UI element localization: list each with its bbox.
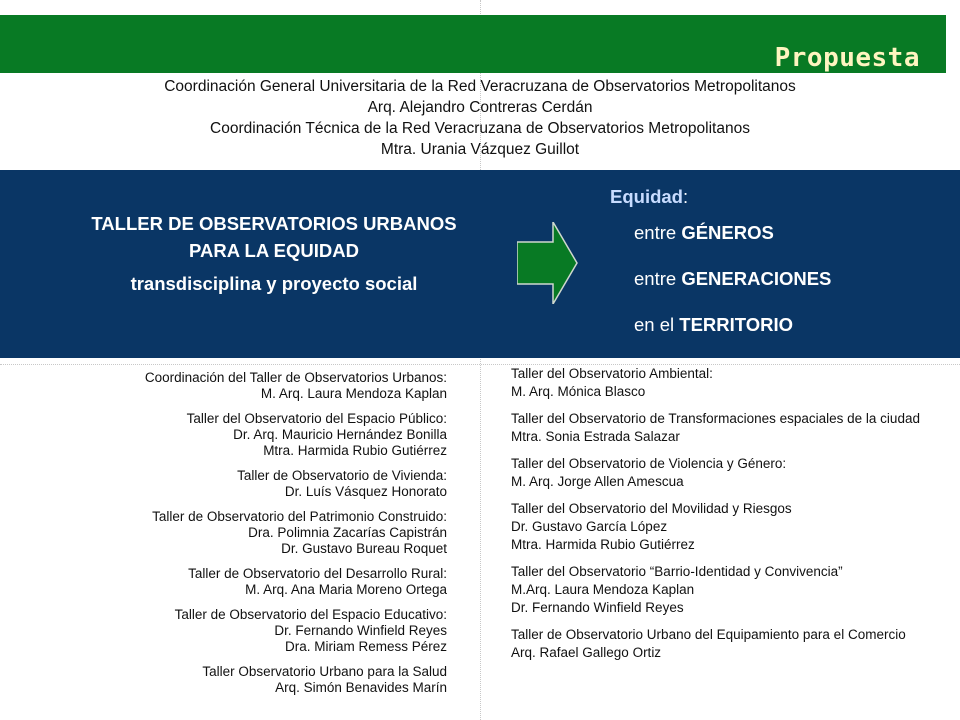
coordination-block	[0, 76, 960, 160]
equity-term: TERRITORIO	[679, 314, 794, 335]
equity-term: GÉNEROS	[681, 222, 774, 243]
page-title: Propuesta	[774, 43, 920, 73]
workshop-title-line2: PARA LA EQUIDAD	[189, 240, 359, 261]
workshop-entry: Taller del Observatorio del Espacio Público: Dr. Arq. Mauricio Hernández Bonilla Mtra. Harmida Rubio Gutiérrez	[186, 411, 447, 458]
coordination-line: Coordinación Técnica de la Red Veracruzana de Observatorios Metropolitanos	[210, 120, 750, 137]
workshop-entry: Taller del Observatorio del Movilidad y Riesgos Dr. Gustavo García López Mtra. Harmida Rubio Gutiérrez	[511, 501, 792, 552]
coordination-name: Arq. Alejandro Contreras Cerdán	[367, 99, 593, 116]
workshop-entry: Taller del Observatorio de Transformaciones espaciales de la ciudad Mtra. Sonia Estrada Salazar	[511, 411, 920, 444]
workshop-entry: Taller de Observatorio del Desarrollo Rural: M. Arq. Ana Maria Moreno Ortega	[188, 566, 447, 597]
workshop-entry: Taller de Observatorio del Patrimonio Construido: Dra. Polimnia Zacarías Capistrán Dr. Gustavo Bureau Roquet	[152, 509, 447, 556]
right-arrow-icon	[517, 222, 579, 304]
workshop-title	[24, 210, 524, 297]
equity-heading: Equidad:	[610, 186, 689, 207]
workshop-entry: Taller de Observatorio del Espacio Educativo: Dr. Fernando Winfield Reyes Dra. Miriam Remess Pérez	[174, 607, 447, 654]
equity-label: Equidad	[610, 186, 683, 207]
equity-list	[610, 186, 831, 360]
equity-item: en el TERRITORIO	[634, 314, 794, 335]
equity-item: entre GENERACIONES	[634, 268, 832, 289]
workshop-entry: Taller del Observatorio Ambiental: M. Arq. Mónica Blasco	[511, 366, 713, 399]
workshop-subtitle: transdisciplina y proyecto social	[130, 273, 418, 294]
coordination-line: Coordinación General Universitaria de la Red Veracruzana de Observatorios Metropolitanos	[164, 78, 796, 95]
coordination-name: Mtra. Urania Vázquez Guillot	[380, 141, 580, 158]
workshop-title-line1: TALLER DE OBSERVATORIOS URBANOS	[91, 213, 457, 234]
header-bar	[0, 15, 946, 73]
workshop-entry: Taller del Observatorio de Violencia y Género: M. Arq. Jorge Allen Amescua	[511, 456, 787, 489]
workshop-entry: Taller de Observatorio Urbano del Equipamiento para el Comercio Arq. Rafael Gallego Ortiz	[511, 627, 906, 660]
workshop-entry: Taller de Observatorio de Vivienda: Dr. Luís Vásquez Honorato	[237, 468, 447, 499]
workshop-entry: Taller del Observatorio “Barrio-Identidad y Convivencia” M.Arq. Laura Mendoza Kaplan Dr. Fernando Winfield Reyes	[511, 564, 843, 615]
right-workshop-list	[511, 365, 931, 671]
equity-item: entre GÉNEROS	[634, 222, 774, 243]
left-workshop-list	[7, 370, 447, 705]
workshop-entry: Coordinación del Taller de Observatorios Urbanos: M. Arq. Laura Mendoza Kaplan	[144, 370, 447, 401]
equity-term: GENERACIONES	[681, 268, 832, 289]
workshop-entry: Taller Observatorio Urbano para la Salud Arq. Simón Benavides Marín	[202, 664, 447, 695]
